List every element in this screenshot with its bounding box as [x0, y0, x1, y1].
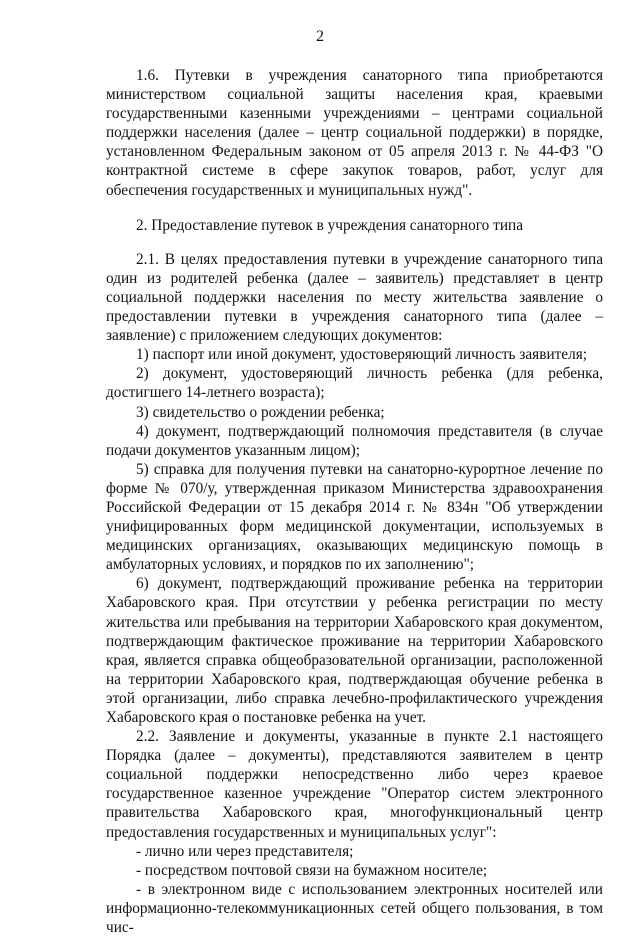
list-item-4: 4) документ, подтверждающий полномочия представителя (в случае подачи документов указанным лицом);: [106, 422, 603, 459]
list-item-2: 2) документ, удостоверяющий личность ребенка (для ребенка, достигшего 14-летнего возраста);: [106, 365, 603, 402]
document-body: [106, 66, 603, 937]
bullet-item-2: - посредством почтовой связи на бумажном носителе;: [136, 861, 488, 879]
paragraph-1-6: 1.6. Путевки в учреждения санаторного типа приобретаются министерством социальной защиты населения края, краевыми государственными казенными учреждениями – центрами социальной поддержки населения (далее – центр социальной поддержки) в порядке, установленном Федеральным законом от 05 апреля 2013 г. № 44-ФЗ "О контрактной системе в сфере закупок товаров, работ, услуг для обеспечения государственных и муниципальных нужд".: [106, 67, 603, 199]
list-item-3: 3) свидетельство о рождении ребенка;: [136, 403, 385, 421]
list-item-1: 1) паспорт или иной документ, удостоверяющий личность заявителя;: [136, 346, 588, 364]
list-item-5: 5) справка для получения путевки на санаторно-курортное лечение по форме № 070/у, утвержденная приказом Министерства здравоохранения Российской Федерации от 15 декабря 2014 г. № 834н "Об утверждении унифицированных форм медицинской документации, используемых в медицинских организациях, оказывающих медицинскую помощь в амбулаторных условиях, и порядков по их заполнению";: [106, 460, 603, 574]
section-heading-2: 2. Предоставление путевок в учреждения санаторного типа: [136, 216, 523, 234]
bullet-item-3: - в электронном виде с использованием электронных носителей или информационно-телекоммуникационных сетей общего пользования, в том чис-: [106, 880, 603, 937]
bullet-item-1: - лично или через представителя;: [136, 842, 354, 860]
paragraph-2-2: 2.2. Заявление и документы, указанные в пункте 2.1 настоящего Порядка (далее – документы), представляются заявителем в центр социальной поддержки непосредственно либо через краевое государственное казенное учреждение "Оператор систем электронного правительства Хабаровского края, многофункциональный центр предоставления государственных и муниципальных услуг":: [106, 728, 603, 841]
list-item-6: 6) документ, подтверждающий проживание ребенка на территории Хабаровского края. При отсутствии у ребенка регистрации по месту жительства или пребывания на территории Хабаровского края документом, подтверждающим фактическое проживание на территории Хабаровского края, является справка общеобразовательной организации, расположенной на территории Хабаровского края, подтверждающая обучение ребенка в этой организации, либо справка лечебно-профилактического учреждения Хабаровского края о постановке ребенка на учет.: [106, 575, 603, 726]
page-number: 2: [316, 28, 324, 45]
paragraph-2-1: 2.1. В целях предоставления путевки в учреждение санаторного типа один из родителей ребенка (далее – заявитель) представляет в центр социальной поддержки населения по месту жительства заявление о предоставлении путевки в учреждения санаторного типа (далее – заявление) с приложением следующих документов:: [106, 250, 603, 345]
